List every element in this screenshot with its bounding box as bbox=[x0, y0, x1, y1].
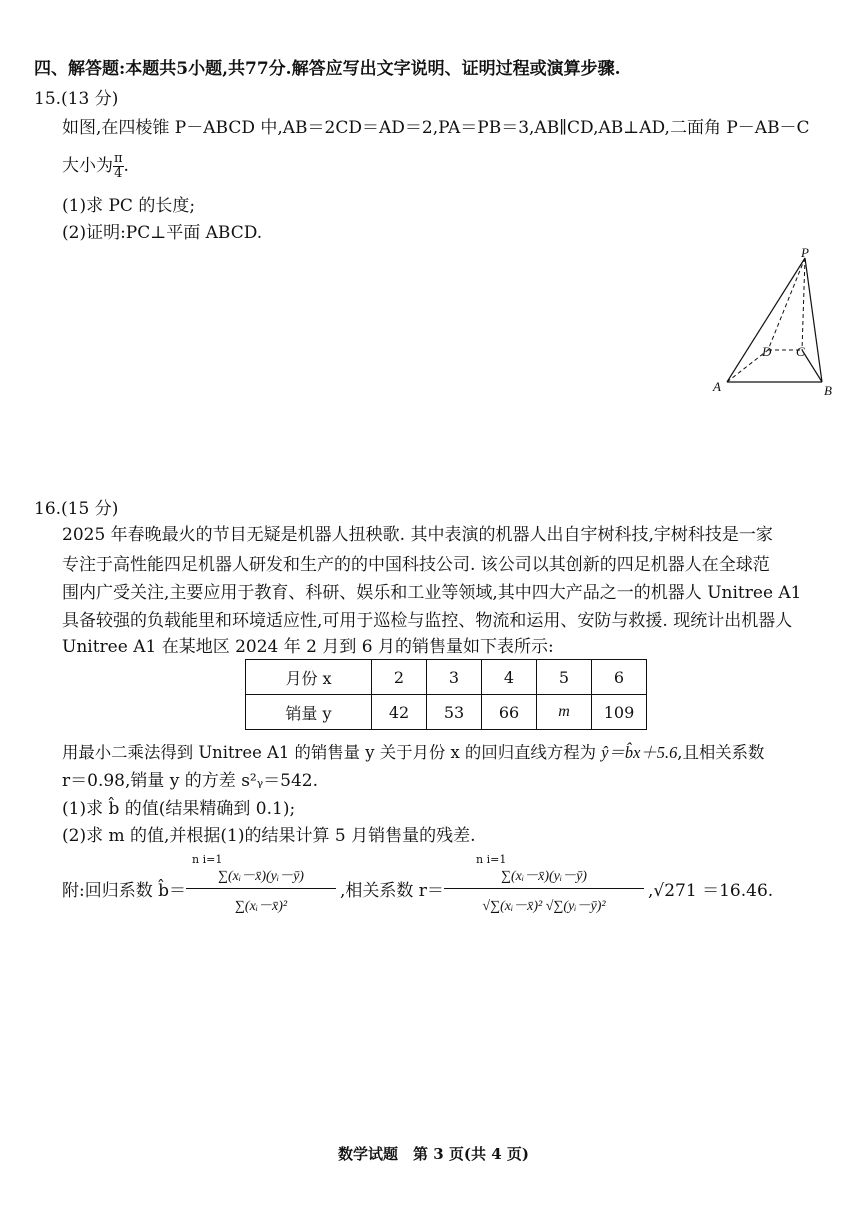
q15-header bbox=[34, 88, 118, 110]
edge-pc bbox=[802, 258, 805, 350]
sum-limits-label: n i=1 bbox=[476, 853, 507, 866]
table-header-month: 月份 x bbox=[246, 660, 372, 695]
q15-angle-numerator: π bbox=[114, 151, 123, 166]
q16-regression-suffix: ,且相关系数 bbox=[677, 743, 765, 762]
label-b: B bbox=[824, 383, 832, 398]
q16-regression-line bbox=[62, 742, 764, 764]
q16-correlation-line: r＝0.98,销量 y 的方差 s²ᵧ＝542. bbox=[62, 771, 318, 791]
r-formula-numerator bbox=[444, 853, 644, 889]
label-a: A bbox=[713, 379, 721, 394]
r-denominator-text: √∑(xᵢ－x̄)² √∑(yᵢ－ȳ)² bbox=[482, 899, 606, 914]
table-cell: 4 bbox=[482, 660, 537, 695]
q15-number: 15. bbox=[34, 89, 62, 109]
q16-number: 16. bbox=[34, 499, 62, 519]
q16-para-line2: 专注于高性能四足机器人研发和生产的的中国科技公司. 该公司以其创新的四足机器人在全球范 bbox=[62, 555, 770, 575]
q16-points: (15 分) bbox=[61, 499, 119, 519]
page-footer: 数学试题 第 3 页(共 4 页) bbox=[338, 1145, 529, 1163]
table-header-sales: 销量 y bbox=[246, 695, 372, 730]
q16-part2: (2)求 m 的值,并根据(1)的结果计算 5 月销售量的残差. bbox=[62, 826, 476, 846]
edge-pa bbox=[727, 258, 805, 382]
q16-header bbox=[34, 498, 118, 520]
q16-appendix-tail: ,√271 ＝16.46. bbox=[648, 881, 774, 901]
q15-part2: (2)证明:PC⊥平面 ABCD. bbox=[62, 223, 263, 243]
edge-bc bbox=[802, 350, 822, 382]
q16-para-line5: Unitree A1 在某地区 2024 年 2 月到 6 月的销售量如下表所示: bbox=[62, 637, 554, 657]
table-cell: 42 bbox=[372, 695, 427, 730]
edge-pb bbox=[805, 258, 822, 382]
pyramid-figure bbox=[705, 245, 845, 400]
label-p: P bbox=[801, 245, 809, 260]
table-row bbox=[246, 695, 647, 730]
q16-regression-equation: ŷ＝b̂x＋5.6 bbox=[601, 743, 678, 762]
table-cell: 3 bbox=[427, 660, 482, 695]
table-cell: 53 bbox=[427, 695, 482, 730]
q16-para-line1: 2025 年春晚最火的节目无疑是机器人扭秧歌. 其中表演的机器人出自宇树科技,宇树科技是一家 bbox=[62, 525, 773, 545]
q16-appendix-prefix: 附:回归系数 b̂＝ bbox=[62, 881, 187, 901]
table-cell: 6 bbox=[592, 660, 647, 695]
b-formula-denominator bbox=[186, 889, 336, 915]
sum-limits-label: n i=1 bbox=[192, 853, 223, 866]
section-title: 四、解答题:本题共5小题,共77分.解答应写出文字说明、证明过程或演算步骤. bbox=[34, 59, 621, 79]
q15-angle-prefix: 大小为 bbox=[62, 156, 113, 176]
table-cell: 5 bbox=[537, 660, 592, 695]
q16-regression-prefix: 用最小二乘法得到 Unitree A1 的销售量 y 关于月份 x 的回归直线方程为 bbox=[62, 743, 602, 762]
table-cell: m bbox=[537, 695, 592, 730]
b-numerator-text: ∑(xᵢ－x̄)(yᵢ－ȳ) bbox=[218, 869, 304, 884]
table-cell: 2 bbox=[372, 660, 427, 695]
r-formula-fraction bbox=[444, 853, 644, 915]
b-denominator-text: ∑(xᵢ－x̄)² bbox=[234, 899, 288, 914]
q16-para-line3: 围内广受关注,主要应用于教育、科研、娱乐和工业等领域,其中四大产品之一的机器人 Unitree A1 bbox=[62, 583, 802, 603]
q16-appendix-mid: ,相关系数 r＝ bbox=[340, 881, 444, 901]
q15-stem-line2 bbox=[62, 152, 129, 181]
r-formula-denominator bbox=[444, 889, 644, 915]
edge-pd bbox=[768, 258, 805, 350]
q15-stem-line1: 如图,在四棱锥 P－ABCD 中,AB＝2CD＝AD＝2,PA＝PB＝3,AB∥CD,AB⊥AD,二面角 P－AB－C bbox=[62, 118, 810, 138]
r-numerator-text: ∑(xᵢ－x̄)(yᵢ－ȳ) bbox=[501, 869, 587, 884]
label-c: C bbox=[796, 344, 805, 359]
sales-table bbox=[245, 659, 647, 730]
table-cell: 109 bbox=[592, 695, 647, 730]
table-cell: 66 bbox=[482, 695, 537, 730]
q15-part1: (1)求 PC 的长度; bbox=[62, 196, 196, 216]
q15-points: (13 分) bbox=[61, 89, 119, 109]
b-formula-fraction bbox=[186, 853, 336, 915]
q15-angle-denominator: 4 bbox=[114, 166, 123, 181]
q16-para-line4: 具备较强的负载能里和环境适应性,可用于巡检与监控、物流和运用、安防与救援. 现统计出机器人 bbox=[62, 611, 793, 631]
q15-angle-fraction bbox=[113, 152, 124, 181]
q16-part1: (1)求 b̂ 的值(结果精确到 0.1); bbox=[62, 799, 296, 819]
q15-angle-suffix: . bbox=[123, 156, 129, 176]
label-d: D bbox=[762, 344, 772, 359]
b-formula-numerator bbox=[186, 853, 336, 889]
table-row bbox=[246, 660, 647, 695]
